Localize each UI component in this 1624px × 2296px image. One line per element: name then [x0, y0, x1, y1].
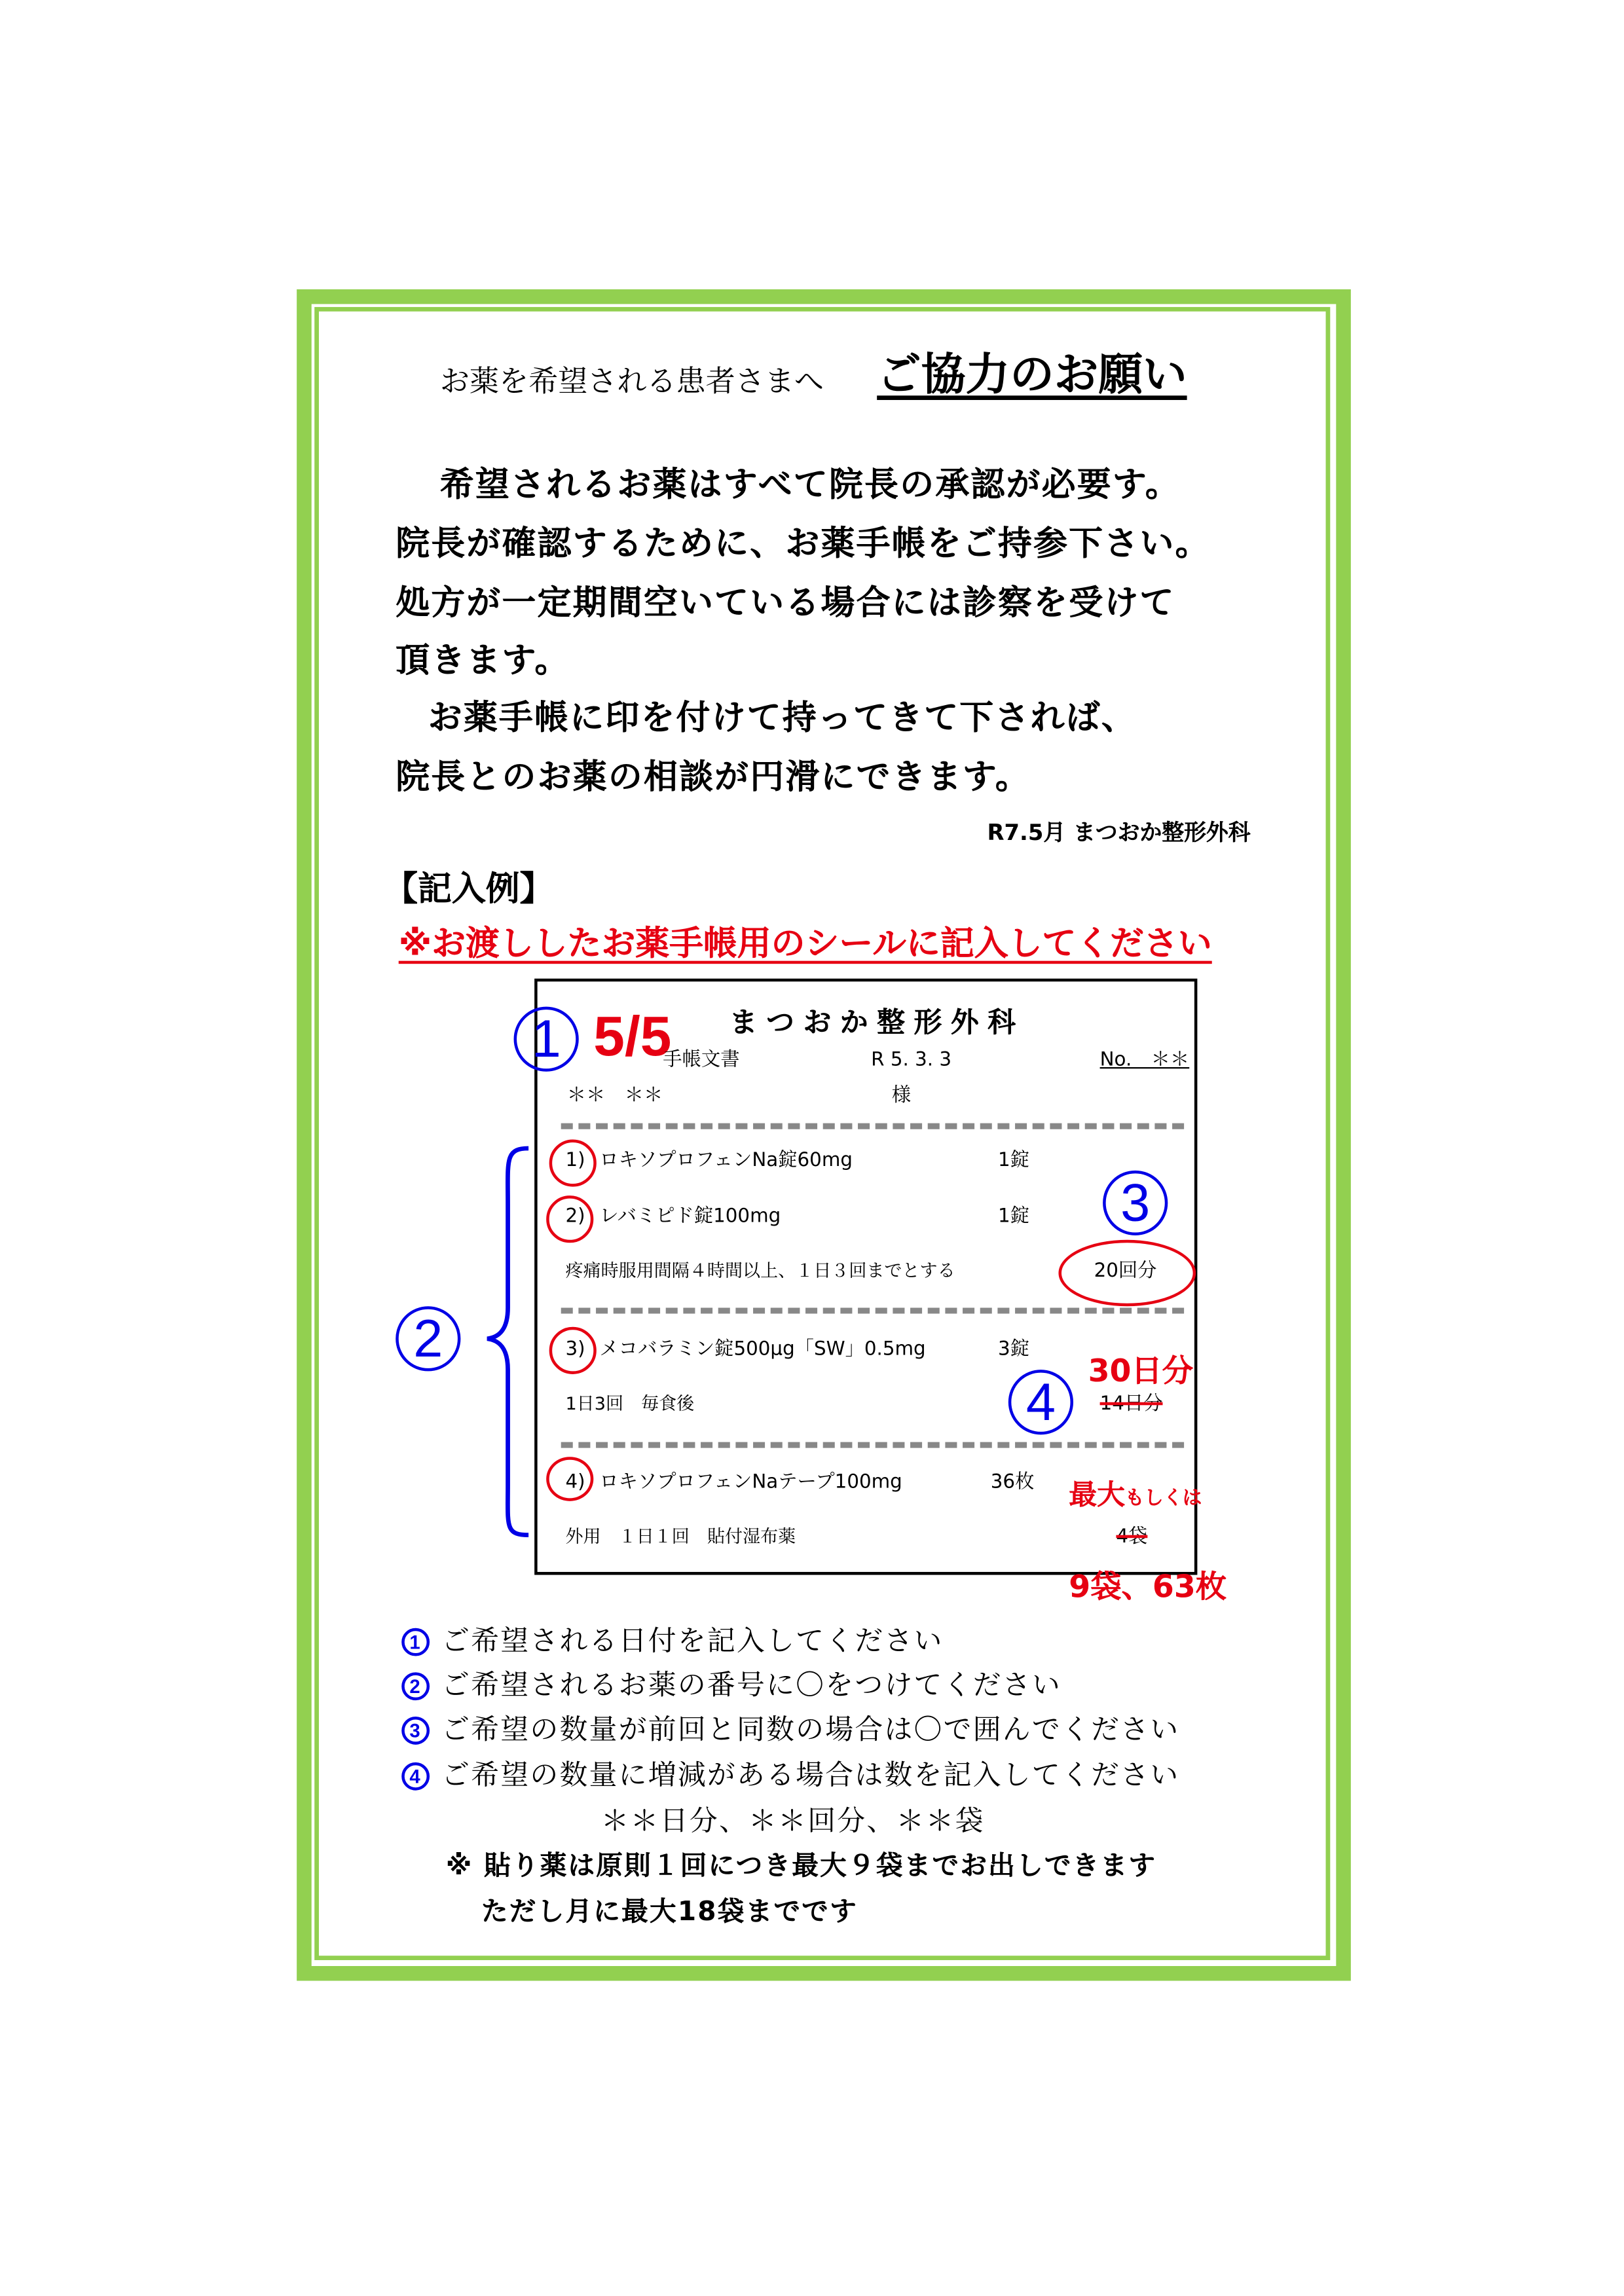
- number-circle-icon: 3: [401, 1717, 430, 1745]
- red-ellipse-mark: [1058, 1240, 1196, 1306]
- clinic-name: まつおか整形外科: [729, 1006, 1025, 1040]
- item-qty: 1錠: [998, 1205, 1030, 1228]
- item-name: ロキソプロフェンNa錠60mg: [599, 1150, 853, 1173]
- doc-number: No. ＊＊: [1099, 1049, 1190, 1072]
- item-name: レバミピド錠100mg: [599, 1205, 781, 1228]
- example-notice: ※お渡ししたお薬手帳用のシールに記入してください: [398, 925, 1212, 964]
- number-circle-icon: 4: [401, 1762, 430, 1791]
- note-patch-limit: ※ 貼り薬は原則１回につき最大９袋までお出しできます: [445, 1851, 1157, 1882]
- number-circle-icon: 2: [401, 1672, 430, 1700]
- usage-text: 疼痛時服用間隔４時間以上、１日３回までとする: [565, 1260, 955, 1281]
- item-number: 4): [565, 1471, 585, 1494]
- bracket-icon: [475, 1145, 540, 1540]
- item-qty: 3錠: [998, 1338, 1030, 1361]
- new-amount: 30日分: [1088, 1353, 1194, 1389]
- usage-text: 1日3回 毎食後: [565, 1393, 695, 1414]
- header-intro: お薬を希望される患者さまへ: [439, 363, 824, 399]
- body-line: お薬手帳に印を付けて持ってきて下されば、: [428, 699, 1137, 738]
- page-title: ご協力のお願い: [877, 350, 1187, 402]
- units-example: ＊＊日分、＊＊回分、＊＊袋: [600, 1805, 985, 1838]
- dashed-divider: [561, 1307, 1184, 1313]
- item-qty: 36枚: [990, 1471, 1035, 1494]
- usage-amount: 20回分: [1094, 1260, 1157, 1283]
- instruction-item: [401, 1669, 1062, 1702]
- note-monthly-limit: ただし月に最大18袋までです: [481, 1897, 858, 1928]
- item-name: ロキソプロフェンNaテープ100mg: [599, 1471, 902, 1494]
- doc-label: 手帳文書: [663, 1049, 740, 1072]
- instruction-item: [401, 1713, 1180, 1747]
- instruction-text: ご希望の数量が前回と同数の場合は〇で囲んでください: [441, 1713, 1180, 1747]
- body-line: 院長が確認するために、お薬手帳をご持参下さい。: [396, 525, 1211, 564]
- item-qty: 1錠: [998, 1150, 1030, 1173]
- body-line: 処方が一定期間空いている場合には診察を受けて: [396, 584, 1175, 623]
- new-amount: [1069, 1479, 1202, 1512]
- dashed-divider: [561, 1442, 1184, 1448]
- doc-date: R 5. 3. 3: [871, 1049, 952, 1072]
- marker-3-icon: 3: [1103, 1171, 1168, 1235]
- example-heading: 【記入例】: [384, 871, 554, 909]
- instruction-text: ご希望の数量に増減がある場合は数を記入してください: [441, 1759, 1180, 1792]
- marker-2-icon: 2: [396, 1306, 460, 1371]
- patient-honorific: 様: [891, 1085, 912, 1107]
- instruction-item: [401, 1759, 1180, 1792]
- instruction-text: ご希望されるお薬の番号に〇をつけてください: [441, 1669, 1062, 1702]
- number-circle-icon: 1: [401, 1628, 430, 1656]
- marker-1-icon: 1: [514, 1007, 579, 1072]
- item-number: 2): [565, 1205, 585, 1228]
- instruction-item: [401, 1625, 944, 1658]
- dashed-divider: [561, 1123, 1184, 1129]
- item-name: メコバラミン錠500μg「SW」0.5mg: [599, 1338, 926, 1361]
- item-number: 3): [565, 1338, 585, 1361]
- new-amount-or: もしくは: [1124, 1487, 1202, 1510]
- new-amount-max: 最大: [1069, 1479, 1125, 1512]
- patient-name: ＊＊ ＊＊: [566, 1085, 663, 1107]
- body-line: 希望されるお薬はすべて院長の承認が必要す。: [439, 466, 1181, 505]
- item-number: 1): [565, 1150, 585, 1173]
- signature: R7.5月 まつおか整形外科: [987, 819, 1251, 846]
- instruction-text: ご希望される日付を記入してください: [441, 1625, 944, 1658]
- body-line: 頂きます。: [396, 642, 570, 681]
- body-line: 院長とのお薬の相談が円滑にできます。: [396, 758, 1031, 797]
- example-date: 5/5: [593, 1006, 672, 1069]
- marker-4-icon: 4: [1008, 1370, 1073, 1434]
- old-amount: 4袋: [1116, 1526, 1148, 1548]
- alt-amount: 9袋、63枚: [1069, 1569, 1227, 1605]
- usage-text: 外用 １日１回 貼付湿布薬: [565, 1526, 796, 1547]
- old-amount: 14日分: [1099, 1393, 1163, 1416]
